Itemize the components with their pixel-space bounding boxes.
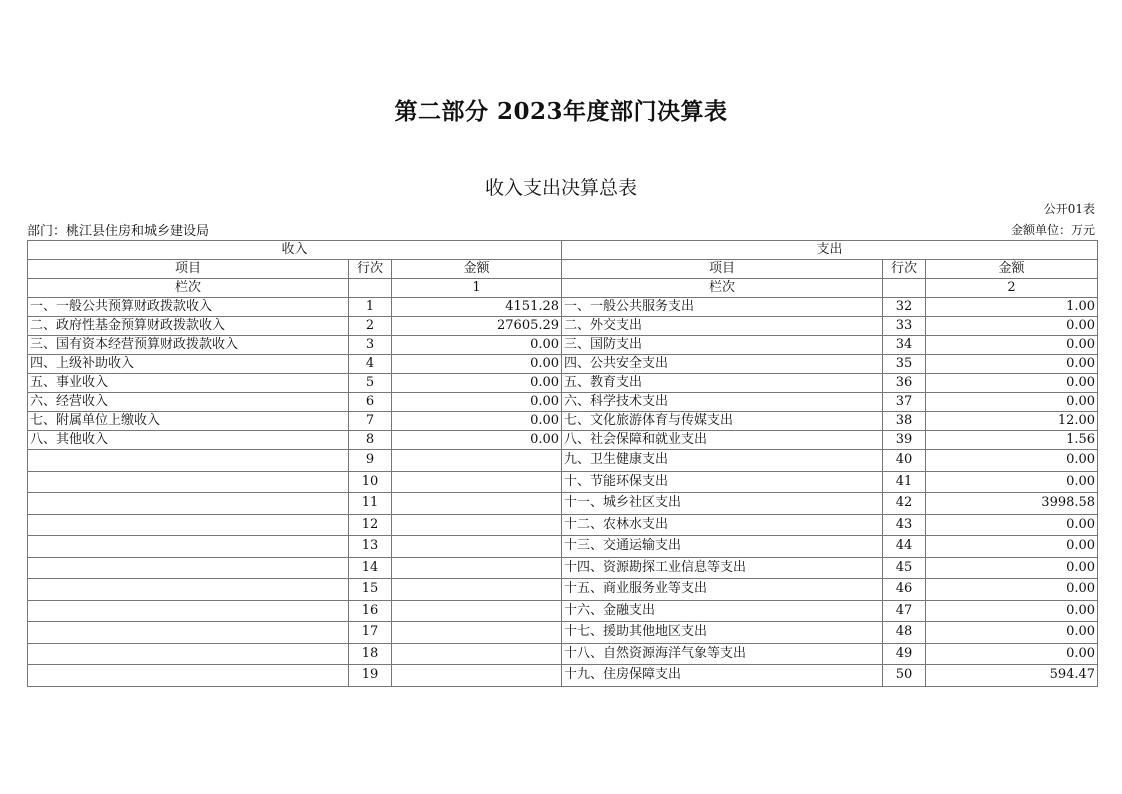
expense-column-number: 2 [926, 279, 1098, 298]
expense-amount-cell: 594.47 [926, 665, 1098, 687]
income-amount-cell: 0.00 [392, 393, 562, 412]
table-row [28, 514, 1098, 536]
income-amount-cell: 0.00 [392, 374, 562, 393]
income-row-no-cell: 6 [349, 393, 392, 412]
income-row-no-cell: 12 [349, 514, 392, 536]
expense-row-no-cell: 47 [883, 600, 926, 622]
income-amount-cell: 27605.29 [392, 317, 562, 336]
expense-row-no-cell: 34 [883, 336, 926, 355]
income-item-cell [28, 579, 349, 601]
income-row-no-cell: 10 [349, 471, 392, 493]
expense-item-cell: 十五、商业服务业等支出 [562, 579, 883, 601]
expense-row-no-cell: 42 [883, 493, 926, 515]
table-row [28, 557, 1098, 579]
income-row-no-cell: 1 [349, 298, 392, 317]
empty-cell [883, 279, 926, 298]
expense-row-no-cell: 38 [883, 412, 926, 431]
income-row-no-cell: 11 [349, 493, 392, 515]
income-row-no-cell: 9 [349, 450, 392, 472]
expense-amount-cell: 0.00 [926, 579, 1098, 601]
table-row [28, 622, 1098, 644]
expense-amount-header: 金额 [926, 260, 1098, 279]
expense-row-no-cell: 32 [883, 298, 926, 317]
income-row-no-cell: 8 [349, 431, 392, 450]
expense-row-no-cell: 46 [883, 579, 926, 601]
income-item-header: 项目 [28, 260, 349, 279]
expense-item-cell: 三、国防支出 [562, 336, 883, 355]
expense-amount-cell: 0.00 [926, 622, 1098, 644]
expense-amount-cell: 0.00 [926, 393, 1098, 412]
income-amount-cell [392, 643, 562, 665]
income-row-no-cell: 16 [349, 600, 392, 622]
expense-item-cell: 十六、金融支出 [562, 600, 883, 622]
income-item-cell: 五、事业收入 [28, 374, 349, 393]
income-column-number: 1 [392, 279, 562, 298]
expense-item-cell: 十四、资源勘探工业信息等支出 [562, 557, 883, 579]
income-amount-cell: 4151.28 [392, 298, 562, 317]
expense-row-no-cell: 50 [883, 665, 926, 687]
expense-amount-cell: 0.00 [926, 514, 1098, 536]
income-item-cell [28, 622, 349, 644]
income-amount-cell [392, 579, 562, 601]
empty-cell [349, 279, 392, 298]
expense-amount-cell: 12.00 [926, 412, 1098, 431]
expense-item-cell: 十、节能环保支出 [562, 471, 883, 493]
table-row [28, 412, 1098, 431]
expense-row-no-cell: 39 [883, 431, 926, 450]
table-row [28, 450, 1098, 472]
table-row [28, 471, 1098, 493]
table-row [28, 317, 1098, 336]
income-row-no-header: 行次 [349, 260, 392, 279]
income-item-cell [28, 536, 349, 558]
table-row [28, 579, 1098, 601]
income-item-cell: 三、国有资本经营预算财政拨款收入 [28, 336, 349, 355]
expense-item-cell: 四、公共安全支出 [562, 355, 883, 374]
income-row-no-cell: 3 [349, 336, 392, 355]
income-row-no-cell: 13 [349, 536, 392, 558]
table-row [28, 536, 1098, 558]
income-amount-cell: 0.00 [392, 355, 562, 374]
income-row-no-cell: 15 [349, 579, 392, 601]
income-header: 收入 [28, 241, 562, 260]
income-amount-cell [392, 557, 562, 579]
expense-item-cell: 八、社会保障和就业支出 [562, 431, 883, 450]
expense-row-no-cell: 40 [883, 450, 926, 472]
expense-item-cell: 二、外交支出 [562, 317, 883, 336]
expense-amount-cell: 0.00 [926, 557, 1098, 579]
table-title: 收入支出决算总表 [484, 177, 637, 199]
income-row-no-cell: 14 [349, 557, 392, 579]
expense-amount-cell: 0.00 [926, 374, 1098, 393]
table-row [28, 493, 1098, 515]
expense-row-no-cell: 33 [883, 317, 926, 336]
income-item-cell: 二、政府性基金预算财政拨款收入 [28, 317, 349, 336]
expense-item-cell: 十三、交通运输支出 [562, 536, 883, 558]
expense-item-cell: 六、科学技术支出 [562, 393, 883, 412]
income-item-cell [28, 643, 349, 665]
expense-amount-cell: 0.00 [926, 600, 1098, 622]
form-code: 公开01表 [1043, 202, 1095, 216]
table-row [28, 336, 1098, 355]
table-row [28, 431, 1098, 450]
expense-item-cell: 十九、住房保障支出 [562, 665, 883, 687]
expense-item-cell: 十二、农林水支出 [562, 514, 883, 536]
income-item-cell: 六、经营收入 [28, 393, 349, 412]
expense-amount-cell: 0.00 [926, 536, 1098, 558]
expense-column-label: 栏次 [562, 279, 883, 298]
expense-amount-cell: 0.00 [926, 317, 1098, 336]
income-row-no-cell: 2 [349, 317, 392, 336]
expense-item-cell: 一、一般公共服务支出 [562, 298, 883, 317]
expense-row-no-cell: 37 [883, 393, 926, 412]
income-row-no-cell: 5 [349, 374, 392, 393]
income-amount-cell: 0.00 [392, 336, 562, 355]
income-amount-cell [392, 600, 562, 622]
table-row [28, 393, 1098, 412]
income-expense-table [27, 240, 1098, 687]
department-label: 部门：桃江县住房和城乡建设局 [27, 224, 210, 239]
unit-label: 金额单位：万元 [1010, 223, 1095, 237]
expense-amount-cell: 3998.58 [926, 493, 1098, 515]
income-item-cell: 四、上级补助收入 [28, 355, 349, 374]
income-row-no-cell: 19 [349, 665, 392, 687]
expense-amount-cell: 0.00 [926, 336, 1098, 355]
income-column-label: 栏次 [28, 279, 349, 298]
table-row [28, 374, 1098, 393]
income-item-cell [28, 471, 349, 493]
expense-amount-cell: 1.56 [926, 431, 1098, 450]
expense-row-no-cell: 41 [883, 471, 926, 493]
income-amount-cell [392, 493, 562, 515]
expense-row-no-cell: 36 [883, 374, 926, 393]
expense-header: 支出 [562, 241, 1098, 260]
expense-item-cell: 十八、自然资源海洋气象等支出 [562, 643, 883, 665]
table-row [28, 600, 1098, 622]
table-row [28, 298, 1098, 317]
expense-row-no-cell: 35 [883, 355, 926, 374]
expense-row-no-cell: 48 [883, 622, 926, 644]
table-row [28, 355, 1098, 374]
income-amount-cell: 0.00 [392, 412, 562, 431]
expense-amount-cell: 0.00 [926, 643, 1098, 665]
income-item-cell: 八、其他收入 [28, 431, 349, 450]
table-body [28, 298, 1098, 687]
income-amount-cell [392, 471, 562, 493]
income-amount-cell [392, 622, 562, 644]
income-item-cell [28, 557, 349, 579]
table-row [28, 665, 1098, 687]
income-item-cell [28, 514, 349, 536]
income-row-no-cell: 18 [349, 643, 392, 665]
income-item-cell [28, 450, 349, 472]
expense-row-no-header: 行次 [883, 260, 926, 279]
expense-row-no-cell: 49 [883, 643, 926, 665]
income-item-cell: 一、一般公共预算财政拨款收入 [28, 298, 349, 317]
income-item-cell [28, 493, 349, 515]
expense-amount-cell: 1.00 [926, 298, 1098, 317]
income-row-no-cell: 17 [349, 622, 392, 644]
income-row-no-cell: 4 [349, 355, 392, 374]
income-item-cell [28, 665, 349, 687]
expense-amount-cell: 0.00 [926, 450, 1098, 472]
income-amount-cell: 0.00 [392, 431, 562, 450]
expense-item-cell: 十七、援助其他地区支出 [562, 622, 883, 644]
income-amount-cell [392, 665, 562, 687]
income-amount-cell [392, 536, 562, 558]
expense-amount-cell: 0.00 [926, 471, 1098, 493]
expense-item-cell: 十一、城乡社区支出 [562, 493, 883, 515]
income-amount-header: 金额 [392, 260, 562, 279]
expense-row-no-cell: 44 [883, 536, 926, 558]
table-row [28, 643, 1098, 665]
income-amount-cell [392, 450, 562, 472]
income-item-cell [28, 600, 349, 622]
expense-item-cell: 九、卫生健康支出 [562, 450, 883, 472]
income-item-cell: 七、附属单位上缴收入 [28, 412, 349, 431]
expense-item-header: 项目 [562, 260, 883, 279]
expense-item-cell: 五、教育支出 [562, 374, 883, 393]
expense-amount-cell: 0.00 [926, 355, 1098, 374]
income-row-no-cell: 7 [349, 412, 392, 431]
expense-item-cell: 七、文化旅游体育与传媒支出 [562, 412, 883, 431]
expense-row-no-cell: 45 [883, 557, 926, 579]
page-title: 第二部分 2023年度部门决算表 [394, 98, 728, 125]
income-amount-cell [392, 514, 562, 536]
expense-row-no-cell: 43 [883, 514, 926, 536]
